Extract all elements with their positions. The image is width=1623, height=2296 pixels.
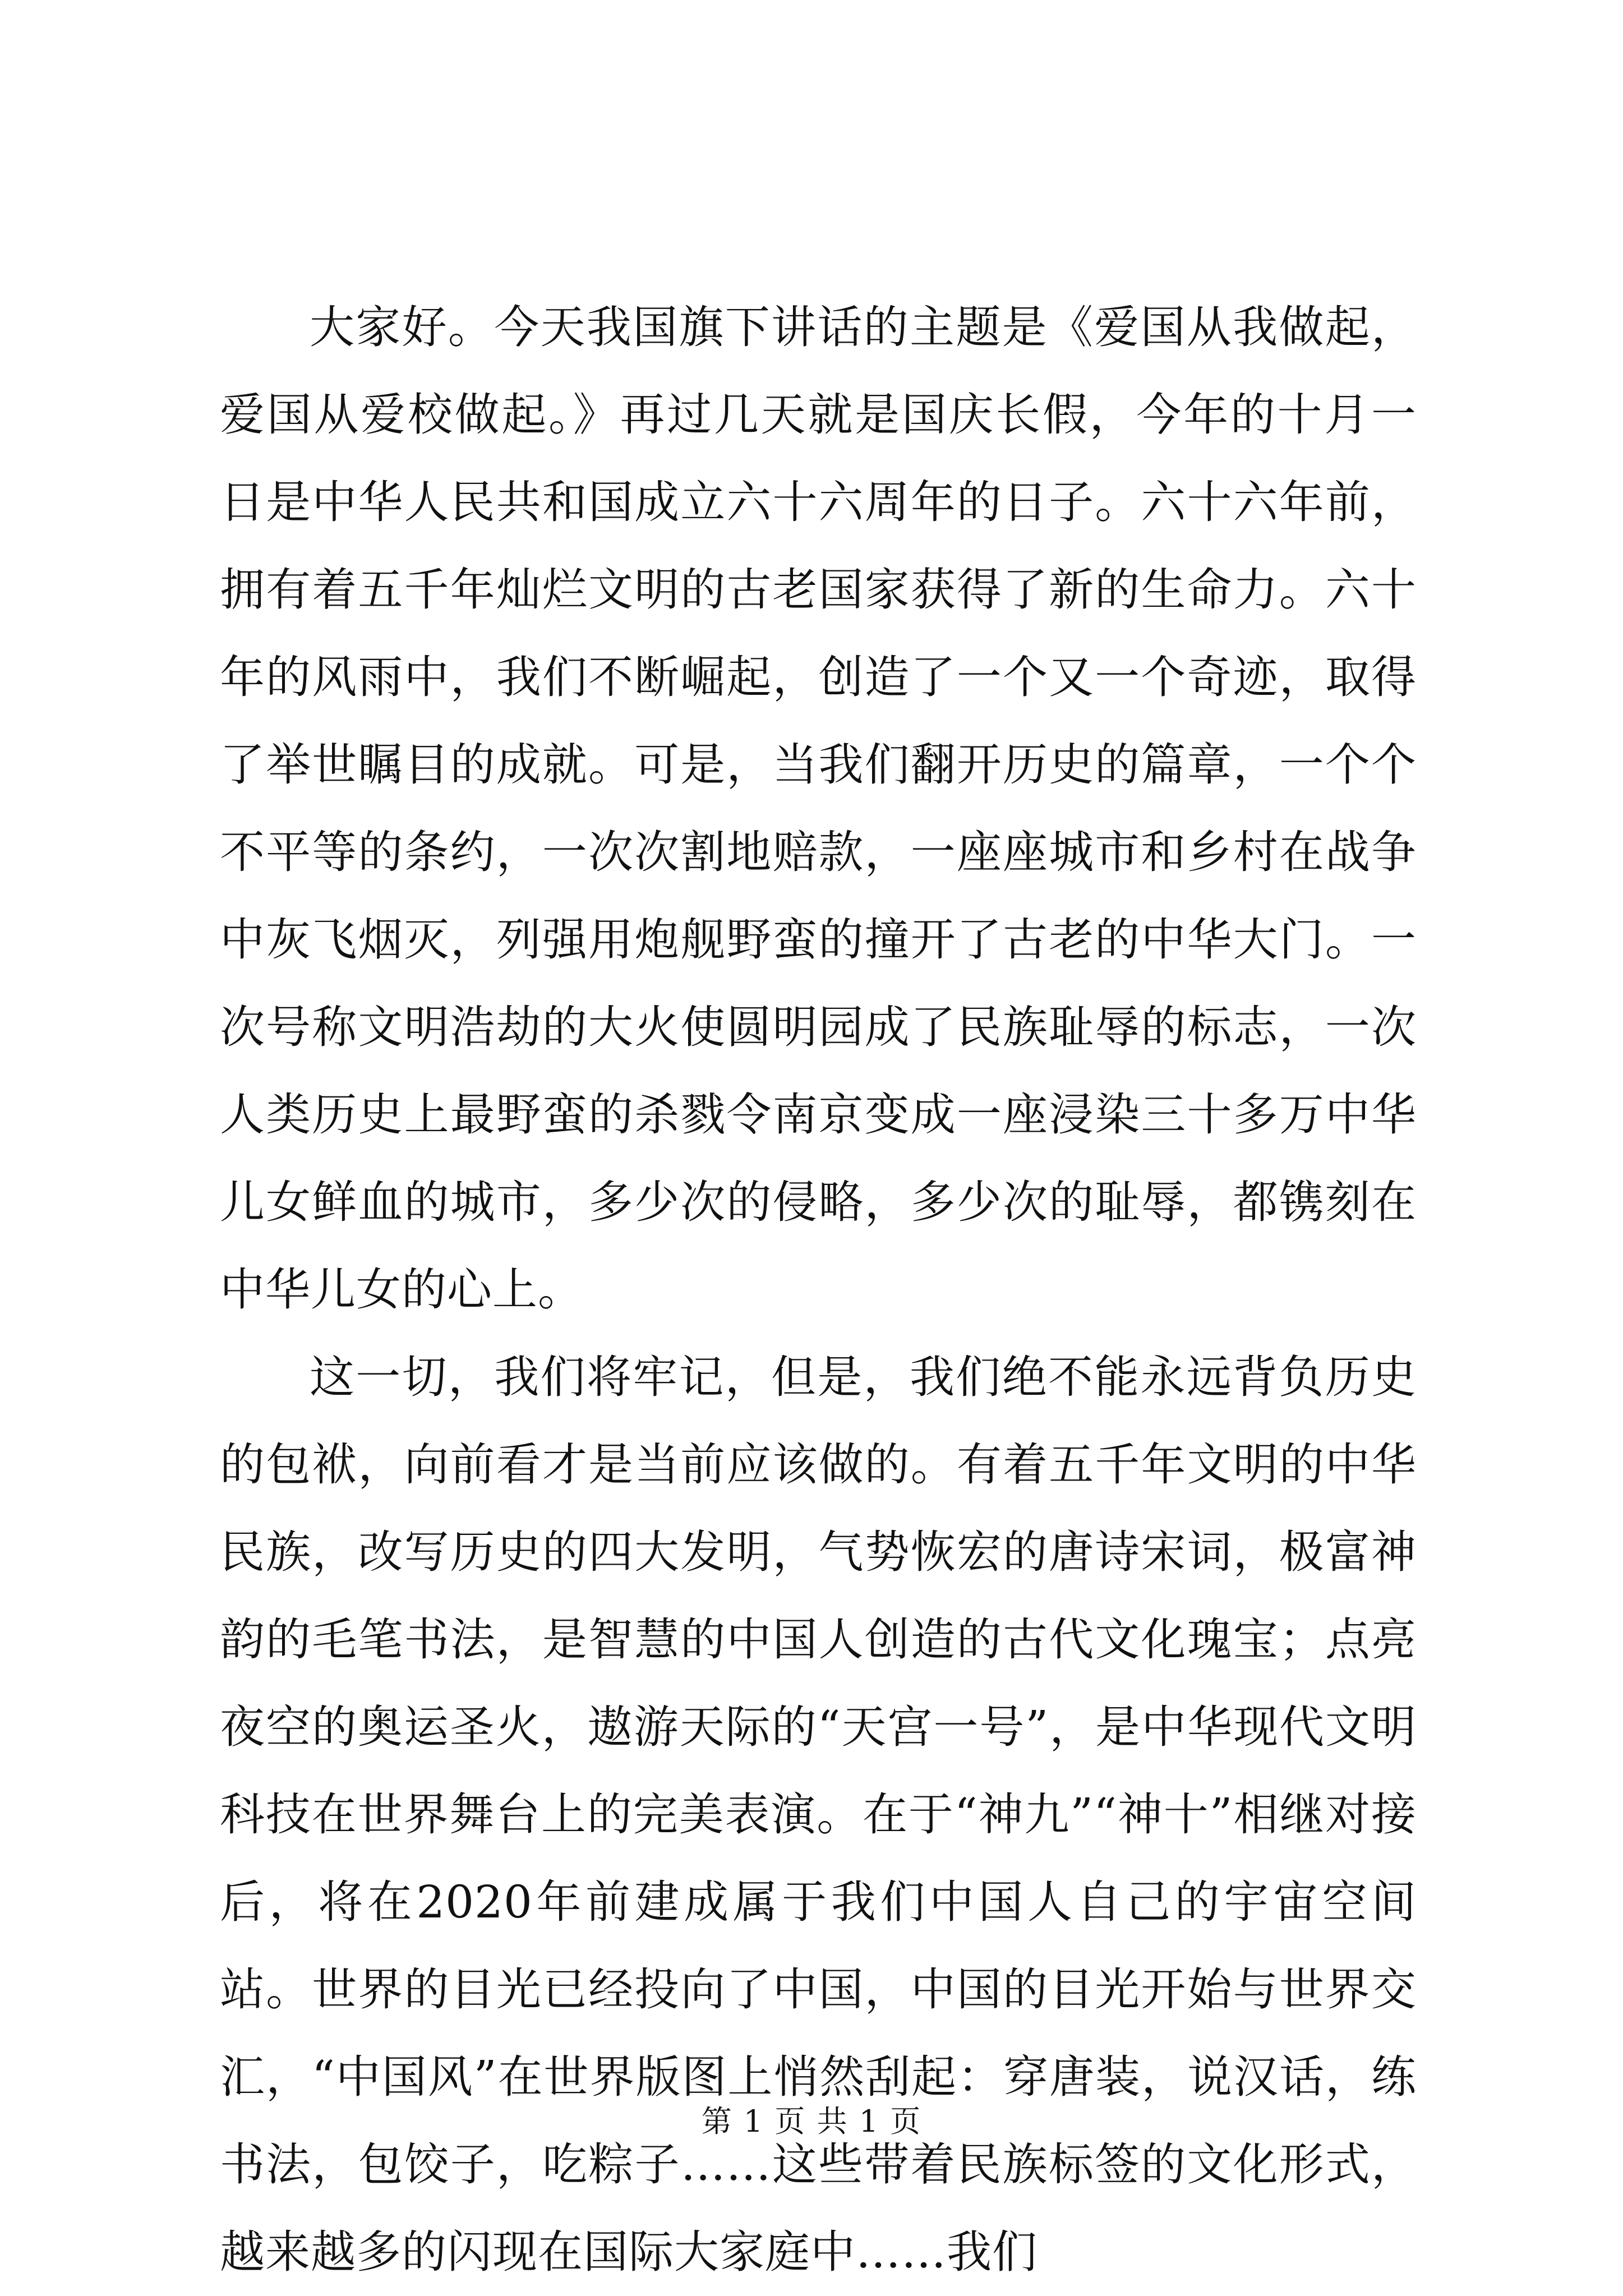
paragraph-1: 大家好。今天我国旗下讲话的主题是《爱国从我做起，爱国从爱校做起。》再过几天就是国庆长假，今年的十月一日是中华人民共和国成立六十六周年的日子。六十六年前，拥有着五千年灿烂文明的古老国家获得了新的生命力。六十年的风雨中，我们不断崛起，创造了一个又一个奇迹，取得了举世瞩目的成就。可是，当我们翻开历史的篇章，一个个不平等的条约，一次次割地赔款，一座座城市和乡村在战争中灰飞烟灭，列强用炮舰野蛮的撞开了古老的中华大门。一次号称文明浩劫的大火使圆明园成了民族耻辱的标志，一次人类历史上最野蛮的杀戮令南京变成一座浸染三十多万中华儿女鲜血的城市，多少次的侵略，多少次的耻辱，都镌刻在中华儿女的心上。	[220, 301, 1417, 1316]
page-footer: 第 1 页 共 1 页	[701, 2104, 922, 2139]
paragraph-2: 这一切，我们将牢记，但是，我们绝不能永远背负历史的包袱，向前看才是当前应该做的。有着五千年文明的中华民族，改写历史的四大发明，气势恢宏的唐诗宋词，极富神韵的毛笔书法，是智慧的中国人创造的古代文化瑰宝；点亮夜空的奥运圣火，遨游天际的“天宫一号”，是中华现代文明科技在世界舞台上的完美表演。在于“神九”“神十”相继对接后，将在2020年前建成属于我们中国人自己的宇宙空间站。世界的目光已经投向了中国，中国的目光开始与世界交汇，“中国风”在世界版图上悄然刮起：穿唐装，说汉话，练书法，包饺子，吃粽子……这些带着民族标签的文化形式，越来越多的闪现在国际大家庭中……我们	[220, 1351, 1417, 2278]
document-body	[220, 284, 1417, 2296]
